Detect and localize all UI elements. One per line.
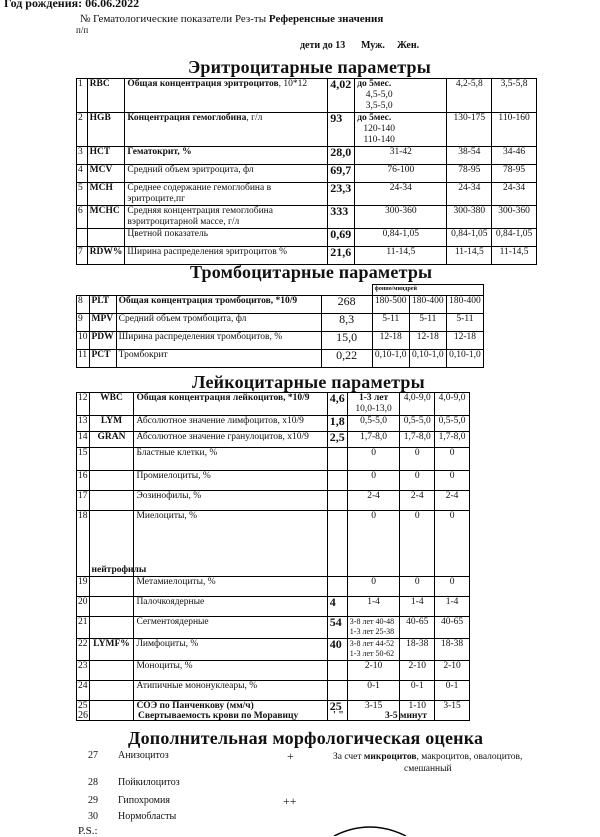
result-value: 28,0 — [328, 147, 355, 165]
ref-1 — [347, 511, 400, 577]
coag-value: ' " — [333, 710, 344, 721]
age-male: Муж. — [361, 40, 385, 51]
child-ref-2: 3,5-5,0 — [365, 101, 393, 111]
param-code — [89, 448, 134, 471]
row-num: 14 — [77, 432, 90, 448]
row-num: 7 — [77, 247, 88, 265]
ref-1b: 10,0-13,0 — [355, 404, 392, 414]
ref-2: 0 — [400, 448, 435, 471]
morph-num: 29 — [88, 795, 98, 806]
param-code: RBC — [87, 79, 125, 113]
ref-1a: 3-8 лет 40-48 — [349, 617, 395, 626]
name-a: Среднее содержание гемоглобина в эритроците, — [127, 183, 272, 204]
ref-1a: 0,5-5,0 — [360, 416, 388, 426]
morph-title: Дополнительная морфологическая оценка — [128, 728, 484, 748]
param-name: Ширина распределения тромбоцитов, % — [116, 332, 321, 350]
thrombo-row — [77, 314, 484, 332]
child-ref: 11-14,5 — [386, 247, 416, 257]
ref-1 — [347, 416, 400, 432]
param-name: Эозинофилы, % — [134, 491, 327, 511]
ref-1a: 0 — [371, 471, 376, 481]
param-code: MCHC — [87, 206, 125, 229]
thrombo-title: Тромбоцитарные параметры — [190, 262, 433, 282]
sub-head: фонно/миндрей — [372, 285, 483, 296]
param-code: RDW% — [87, 247, 125, 265]
ref-1 — [347, 681, 400, 701]
result-value: 8,3 — [321, 314, 372, 332]
row-num: 2 — [77, 113, 88, 147]
morph-name: Нормобласты — [118, 811, 177, 822]
header-num2: п/п — [76, 25, 89, 35]
param-code — [89, 471, 134, 491]
ref-3: 0,5-5,0 — [435, 416, 470, 432]
child-ref: 31-42 — [389, 147, 412, 157]
ref-1: 5-11 — [372, 314, 409, 332]
ref-3: 4,0-9,0 — [435, 393, 470, 416]
ref-1a: 2-4 — [367, 491, 380, 501]
leuko-row — [77, 577, 470, 597]
ref-children — [355, 79, 447, 113]
leuko-row — [77, 471, 470, 491]
ref-male: 78-95 — [447, 165, 492, 183]
ref-male: 130-175 — [447, 113, 492, 147]
row-num: 16 — [77, 471, 90, 491]
ref-3: 180-400 — [446, 296, 483, 314]
ref-1 — [347, 491, 400, 511]
thrombo-row — [77, 350, 484, 368]
morph-note: За счет микроцитов, макроцитов, овалоцитов, — [333, 752, 523, 762]
ref-1a: 0 — [371, 448, 376, 458]
param-name: Сегментоядерные — [134, 617, 327, 639]
param-code: MCV — [87, 165, 125, 183]
ref-3: 0 — [435, 511, 470, 577]
neut-label: нейтрофилы — [91, 565, 147, 575]
leuko-row — [77, 597, 470, 617]
ref-3: 1,7-8,0 — [435, 432, 470, 448]
param-name — [125, 165, 328, 183]
morph-name: Анизоцитоз — [118, 750, 169, 761]
ref-1a: 3-15 — [364, 701, 383, 711]
leuko-row — [77, 432, 470, 448]
ref-2: 0 — [400, 511, 435, 577]
result-value: 4,6 — [327, 393, 347, 416]
row-num: 5 — [77, 183, 88, 206]
ref-3: 18-38 — [435, 639, 470, 661]
morph-name: Гипохромия — [118, 795, 170, 806]
coag-num: 26 — [78, 710, 88, 721]
ref-male: 38-54 — [447, 147, 492, 165]
leuko-row — [77, 511, 470, 577]
child-label: до 5мес. — [357, 79, 392, 89]
ref-2: 2-10 — [400, 661, 435, 681]
row-num: 24 — [77, 681, 90, 701]
param-code — [89, 577, 134, 597]
ref-3: 2-10 — [435, 661, 470, 681]
ref-2: 180-400 — [409, 296, 446, 314]
ref-2: 1,7-8,0 — [400, 432, 435, 448]
ref-1 — [347, 393, 400, 416]
param-name: Промиелоциты, % — [134, 471, 327, 491]
result-value: 4 — [327, 597, 347, 617]
result-value — [327, 511, 347, 577]
param-name: Средний объем тромбоцита, фл — [116, 314, 321, 332]
name-a: Средний объем эритроцита, фл — [127, 165, 254, 175]
result-value — [327, 491, 347, 511]
name-a: Общая концентрация — [127, 79, 224, 89]
ref-2: 0 — [400, 471, 435, 491]
result-value — [327, 471, 347, 491]
param-code: HGB — [87, 113, 125, 147]
param-name: Лимфоциты, % — [134, 639, 327, 661]
param-code — [89, 681, 134, 701]
age-female: Жен. — [397, 40, 420, 51]
row-num: 13 — [77, 416, 90, 432]
row-num: 12 — [77, 393, 90, 416]
param-name — [125, 79, 328, 113]
leuko-row — [77, 448, 470, 471]
coag-ref: 3-5 минут — [385, 711, 427, 721]
ref-3: 3-15 — [435, 701, 470, 721]
ref-male: 300-380 — [447, 206, 492, 229]
result-value — [327, 448, 347, 471]
param-name: Общая концентрация лейкоцитов, *10/9 — [134, 393, 327, 416]
child-ref: 300-360 — [384, 206, 417, 216]
param-name — [125, 113, 328, 147]
ref-female: 24-34 — [492, 183, 537, 206]
thrombo-row — [77, 296, 484, 314]
ref-children — [355, 113, 447, 147]
code-text: GRAN — [97, 432, 126, 442]
ref-2: 4,0-9,0 — [400, 393, 435, 416]
ref-3: 0 — [435, 577, 470, 597]
ref-2: 1-4 — [400, 597, 435, 617]
param-name: Тромбокрит — [116, 350, 321, 368]
ref-3: 0,10-1,0 — [446, 350, 483, 368]
leuko-row — [77, 617, 470, 639]
ref-3: 1-4 — [435, 597, 470, 617]
leuko-title: Лейкоцитарные параметры — [192, 372, 425, 392]
param-code — [89, 617, 134, 639]
erythro-row — [77, 183, 537, 206]
ref-2: 5-11 — [409, 314, 446, 332]
row-num: 9 — [77, 314, 90, 332]
row-num — [77, 229, 88, 247]
row-num: 17 — [77, 491, 90, 511]
ref-1b: 1-3 лет 50-62 — [349, 649, 395, 658]
child-ref: 120-140 — [363, 124, 396, 134]
ref-3: 2-4 — [435, 491, 470, 511]
param-name: Миелоциты, % — [134, 511, 327, 577]
ref-3: 0 — [435, 471, 470, 491]
row-num: 19 — [77, 577, 90, 597]
param-code: PDW — [89, 332, 116, 350]
param-code: MCH — [87, 183, 125, 206]
child-label: до 5мес. — [357, 113, 392, 123]
erythro-row — [77, 206, 537, 229]
result-value: 15,0 — [321, 332, 372, 350]
param-code — [89, 416, 134, 432]
code-text: LYMF% — [93, 639, 130, 649]
param-code — [89, 701, 134, 721]
leuko-row — [77, 639, 470, 661]
param-name: Общая концентрация тромбоцитов, *10/9 — [116, 296, 321, 314]
ref-3: 5-11 — [446, 314, 483, 332]
ref-1 — [347, 661, 400, 681]
name-c: , 10*12 — [278, 79, 308, 89]
ref-female: 300-360 — [492, 206, 537, 229]
param-name: Метамиелоциты, % — [134, 577, 327, 597]
erythro-row — [77, 113, 537, 147]
child-ref: 76-100 — [387, 165, 415, 175]
ref-1a: 1-3 лет — [358, 393, 389, 403]
result-value: 2,5 — [327, 432, 347, 448]
name-b: эритроцитов — [223, 79, 279, 89]
result-value: 25 — [327, 701, 347, 721]
ref-1a: 0 — [371, 511, 376, 521]
result-value: 21,6 — [328, 247, 355, 265]
param-name — [125, 206, 328, 229]
row-num: 20 — [77, 597, 90, 617]
ref-1 — [347, 617, 400, 639]
param-code — [89, 597, 134, 617]
erythro-row — [77, 79, 537, 113]
param-name: СОЭ по Панченкову (мм/ч) — [134, 701, 327, 721]
ref-1a: 3-8 лет 44-52 — [349, 639, 395, 648]
ref-children — [355, 147, 447, 165]
child-ref: 24-34 — [389, 183, 412, 193]
result-value: 54 — [327, 617, 347, 639]
sub-head-blank — [77, 285, 373, 296]
ref-1a: 1,7-8,0 — [360, 432, 388, 442]
thrombo-row — [77, 332, 484, 350]
result-value — [327, 681, 347, 701]
row-num: 1 — [77, 79, 88, 113]
row-num: 21 — [77, 617, 90, 639]
row-num: 8 — [77, 296, 90, 314]
row-num: 11 — [77, 350, 90, 368]
param-code — [89, 432, 134, 448]
ref-1: 0,10-1,0 — [372, 350, 409, 368]
param-code: PLT — [89, 296, 116, 314]
ref-3: 0 — [435, 448, 470, 471]
result-value — [327, 577, 347, 597]
result-value: 333 — [328, 206, 355, 229]
name-a: Средняя концентрация гемоглобина в — [127, 206, 273, 227]
footer-ps: P.S.: — [78, 825, 98, 837]
ref-female: 3,5-5,8 — [492, 79, 537, 113]
row-num: 22 — [77, 639, 90, 661]
child-ref: 4,5-5,0 — [365, 90, 393, 100]
row-num: 10 — [77, 332, 90, 350]
param-code: MPV — [89, 314, 116, 332]
name-a: Гематокрит, % — [127, 147, 192, 157]
ref-1a: 2-10 — [364, 661, 383, 671]
row-num: 4 — [77, 165, 88, 183]
ref-3: 12-18 — [446, 332, 483, 350]
result-value: 40 — [327, 639, 347, 661]
ref-1 — [347, 577, 400, 597]
age-children: дети до 13 — [300, 40, 346, 51]
name-a: Ширина распределения эритроцитов % — [127, 247, 288, 257]
name-c: , г/л — [246, 113, 263, 123]
result-value: 268 — [321, 296, 372, 314]
ref-1b: 1-3 лет 25-38 — [349, 627, 395, 636]
ref-female: 110-160 — [492, 113, 537, 147]
ref-1 — [347, 639, 400, 661]
ref-2: 0,5-5,0 — [400, 416, 435, 432]
morph-num: 30 — [88, 811, 98, 822]
param-name — [125, 183, 328, 206]
code-text: WBC — [100, 393, 123, 403]
leuko-row — [77, 491, 470, 511]
row-num: 15 — [77, 448, 90, 471]
param-code — [89, 661, 134, 681]
ref-male: 4,2-5,8 — [447, 79, 492, 113]
ref-female: 78-95 — [492, 165, 537, 183]
result-value: 0,22 — [321, 350, 372, 368]
birth-date: Год рождения: 06.06.2022 — [4, 0, 140, 10]
ref-1 — [347, 448, 400, 471]
child-ref-2: 110-140 — [363, 135, 395, 145]
leuko-table — [76, 392, 470, 721]
name-c: эритроцитарной массе, г/л — [131, 217, 240, 227]
morph-value: + — [287, 749, 294, 763]
ref-female: 0,84-1,05 — [492, 229, 537, 247]
param-name — [125, 147, 328, 165]
row-num: 23 — [77, 661, 90, 681]
ref-children — [355, 183, 447, 206]
coag-name: Свертываемость крови по Моравицу — [138, 711, 299, 721]
ref-1: 180-500 — [372, 296, 409, 314]
ref-2: 40-65 — [400, 617, 435, 639]
param-code — [87, 229, 125, 247]
header-title: Гематологические показатели Рез-ты Референсные значения — [93, 13, 384, 25]
ref-male: 0,84-1,05 — [447, 229, 492, 247]
ref-2: 18-38 — [400, 639, 435, 661]
code-text: LYM — [100, 416, 123, 426]
erythro-title: Эритроцитарные параметры — [188, 57, 431, 77]
morph-name: Пойкилоцитоз — [118, 777, 180, 788]
ref-2: 2-4 — [400, 491, 435, 511]
param-code — [89, 511, 147, 577]
ref-1a: 0-1 — [367, 681, 380, 691]
child-ref: 0,84-1,05 — [382, 229, 419, 239]
result-value: 23,3 — [328, 183, 355, 206]
ref-female: 11-14,5 — [492, 247, 537, 265]
ref-2: 12-18 — [409, 332, 446, 350]
result-value — [327, 661, 347, 681]
ref-female: 34-46 — [492, 147, 537, 165]
name-c: пг — [176, 194, 185, 204]
erythro-row — [77, 229, 537, 247]
ref-children — [355, 165, 447, 183]
leuko-row — [77, 681, 470, 701]
thrombo-table — [76, 284, 484, 368]
morph-num: 28 — [88, 777, 98, 788]
param-code: PCT — [89, 350, 116, 368]
param-code — [89, 639, 134, 661]
erythro-row — [77, 147, 537, 165]
erythro-row — [77, 165, 537, 183]
row-num: 3 — [77, 147, 88, 165]
morph-value: ++ — [283, 794, 297, 808]
ref-3: 0-1 — [435, 681, 470, 701]
name-a: Цветной показатель — [127, 229, 209, 239]
ref-male: 24-34 — [447, 183, 492, 206]
result-value: 4,02 — [328, 79, 355, 113]
morph-num: 27 — [88, 750, 98, 761]
param-name: Моноциты, % — [134, 661, 327, 681]
param-code — [89, 491, 134, 511]
erythro-table — [76, 78, 537, 265]
row-num: 18 — [77, 511, 90, 577]
header-num: № — [80, 13, 91, 25]
name-a: Концентрация гемоглобина — [127, 113, 247, 123]
result-value: 0,69 — [328, 229, 355, 247]
ref-children — [355, 206, 447, 229]
ref-2: 0 — [400, 577, 435, 597]
ref-1a: 0 — [371, 577, 376, 587]
param-name: Абсолютное значение гранулоцитов, х10/9 — [134, 432, 327, 448]
param-code: HCT — [87, 147, 125, 165]
ref-2: 0,10-1,0 — [409, 350, 446, 368]
result-value: 69,7 — [328, 165, 355, 183]
morph-note-2: смешанный — [404, 764, 452, 774]
param-name: Палочкоядерные — [134, 597, 327, 617]
result-value: 93 — [328, 113, 355, 147]
ref-1 — [347, 471, 400, 491]
ref-1: 12-18 — [372, 332, 409, 350]
ref-1 — [347, 432, 400, 448]
param-name — [125, 229, 328, 247]
param-name: Абсолютное значение лимфоцитов, х10/9 — [134, 416, 327, 432]
ref-children — [355, 229, 447, 247]
param-name: Бластные клетки, % — [134, 448, 327, 471]
ref-2: 1-10 — [400, 701, 435, 721]
ref-1a: 1-4 — [367, 597, 380, 607]
stamp-arc — [330, 822, 410, 836]
row-num: 6 — [77, 206, 88, 229]
ref-2: 0-1 — [400, 681, 435, 701]
ref-3: 40-65 — [435, 617, 470, 639]
ref-1 — [347, 597, 400, 617]
leuko-row — [77, 393, 470, 416]
param-code — [89, 393, 134, 416]
row-num: 25 — [77, 701, 90, 721]
leuko-row — [77, 661, 470, 681]
ref-male: 11-14,5 — [447, 247, 492, 265]
leuko-row — [77, 416, 470, 432]
param-name: Атипичные мононуклеары, % — [134, 681, 327, 701]
result-value: 1,8 — [327, 416, 347, 432]
